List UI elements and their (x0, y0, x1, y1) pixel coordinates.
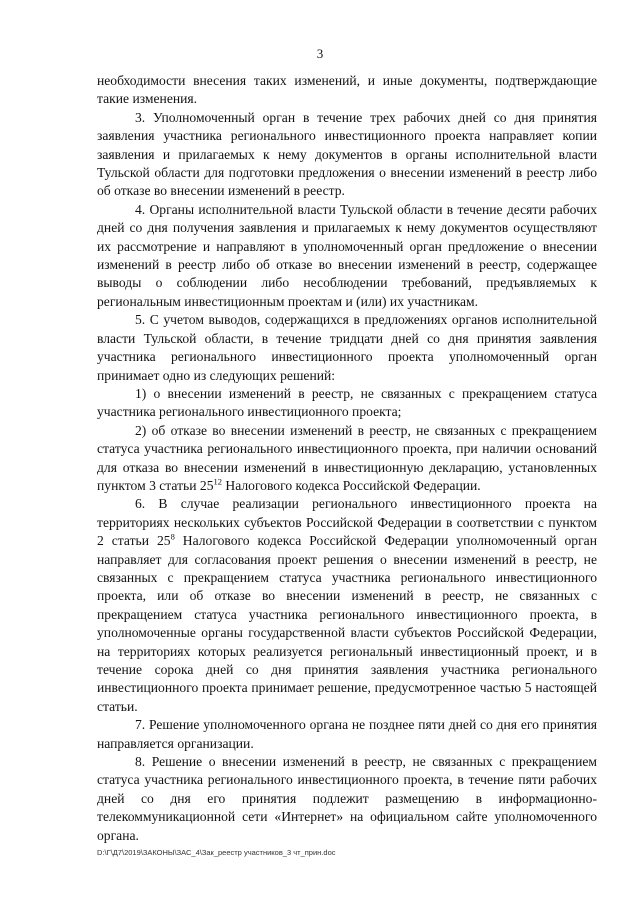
paragraph (97, 753, 597, 845)
paragraph (97, 72, 597, 109)
paragraph (97, 109, 597, 201)
paragraph-text: 3. Уполномоченный орган в течение трех рабочих дней со дня принятия заявления участника регионального инвестиционного проекта направляет копии заявления и прилагаемых к нему документов в органы исполнительной власти Тульской области для подготовки предложения о внесении изменений в реестр либо об отказе во внесении изменений в реестр. (97, 109, 597, 199)
paragraph-text: необходимости внесения таких изменений, и иные документы, подтверждающие такие изменения. (97, 73, 597, 107)
paragraph-text: 4. Органы исполнительной власти Тульской области в течение десяти рабочих дней со дня получения заявления и прилагаемых к нему документов осуществляют их рассмотрение и направляют в уполномоченный орган предложение о внесении изменений в реестр либо об отказе во внесении изменений в реестр, содержащее выводы о соблюдении либо несоблюдении требований, предъявляемых к региональным инвестиционным проектам и (или) их участникам. (97, 201, 597, 309)
paragraph-text: 1) о внесении изменений в реестр, не связанных с прекращением статуса участника регионального инвестиционного проекта; (97, 385, 597, 420)
paragraph (97, 385, 597, 422)
superscript: 8 (170, 531, 175, 542)
paragraph (97, 311, 597, 385)
paragraph (97, 716, 597, 753)
paragraph (97, 495, 597, 716)
paragraph-text: 6. В случае реализации регионального инвестиционного проекта на территориях нескольких субъектов Российской Федерации в соответствии с пунктом 2 статьи 25 (97, 496, 597, 549)
paragraph-text: 8. Решение о внесении изменений в реестр, не связанных с прекращением статуса участника регионального инвестиционного проекта, в течение пяти рабочих дней со дня его принятия подлежит размещению в информационно-телекоммуникационной сети «Интернет» на официальном сайте уполномоченного органа. (97, 754, 597, 843)
paragraph (97, 201, 597, 311)
paragraph-text: 7. Решение уполномоченного органа не позднее пяти дней со дня его принятия направляется организации. (97, 717, 597, 751)
paragraph-text: Налогового кодекса Российской Федерации. (222, 477, 481, 493)
page-number: 3 (316, 46, 324, 61)
document-body (97, 72, 597, 845)
paragraph-text: Налогового кодекса Российской Федерации уполномоченный орган направляет для согласования проект решения о внесении изменений в реестр, не связанных с прекращением статуса участника регионального инвестиционного проекта, или об отказе во внесении изменений в реестр, не связанных с прекращением статуса участника регионального инвестиционного проекта, в уполномоченные органы государственной власти субъектов Российской Федерации, на территориях которых реализуется региональный инвестиционный проект, и в течение сорока дней со дня принятия заявления участника регионального инвестиционного проекта принимает решение, предусмотренное частью 5 настоящей статьи. (97, 533, 597, 714)
footer-file-path: D:\Г\Д7\2019\ЗАКОНЫ\ЗАС_4\Зак_реестр участников_3 чт_прин.doc (97, 848, 336, 857)
paragraph-text: 5. С учетом выводов, содержащихся в предложениях органов исполнительной власти Тульской области, в течение тридцати дней со дня принятия заявления участника регионального инвестиционного проекта уполномоченный орган принимает одно из следующих решений: (97, 312, 597, 383)
superscript: 12 (213, 476, 222, 487)
paragraph-text: 2) об отказе во внесении изменений в реестр, не связанных с прекращением статуса участника регионального инвестиционного проекта, при наличии оснований для отказа во внесении изменений в инвестиционную декларацию, установленных пунктом 3 статьи 25 (97, 422, 597, 493)
paragraph (97, 422, 597, 496)
